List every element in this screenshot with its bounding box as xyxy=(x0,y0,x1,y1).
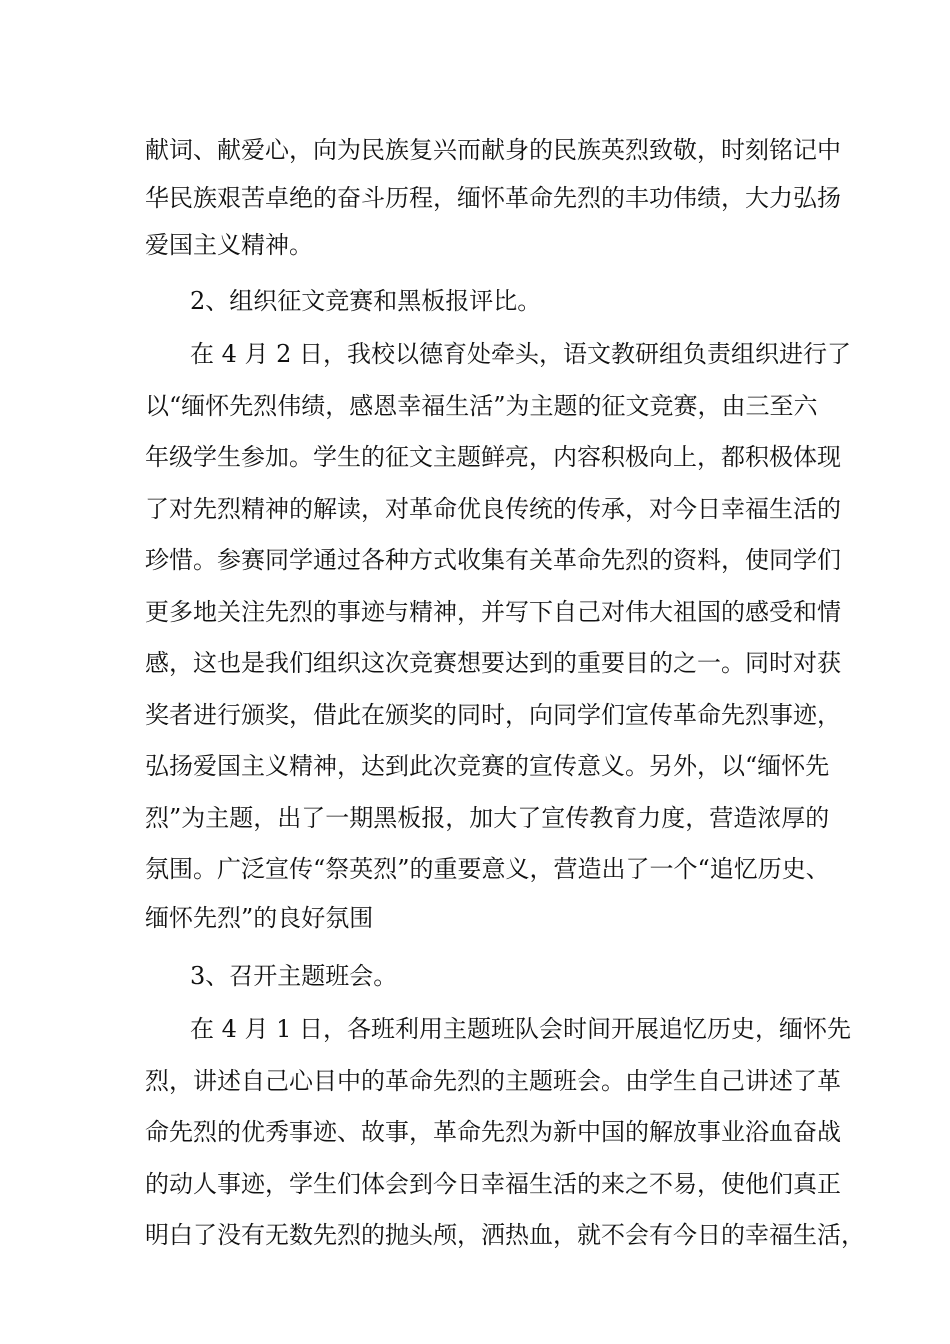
text-line: 华民族艰苦卓绝的奋斗历程，缅怀革命先烈的丰功伟绩，大力弘扬 xyxy=(145,184,841,212)
text-line: 感，这也是我们组织这次竞赛想要达到的重要目的之一。同时对获 xyxy=(145,649,841,677)
text-line: 烈，讲述自己心目中的革命先烈的主题班会。由学生自己讲述了革 xyxy=(145,1067,841,1095)
section-heading: 3、召开主题班会。 xyxy=(190,962,398,990)
text-line: 缅怀先烈”的良好氛围 xyxy=(145,904,374,932)
section-heading: 2、组织征文竞赛和黑板报评比。 xyxy=(190,287,542,315)
text-line: 奖者进行颁奖，借此在颁奖的同时，向同学们宣传革命先烈事迹， xyxy=(145,701,841,729)
text-line: 弘扬爱国主义精神，达到此次竞赛的宣传意义。另外，以“缅怀先 xyxy=(145,752,830,780)
text-line: 氛围。广泛宣传“祭英烈”的重要意义，营造出了一个“追忆历史、 xyxy=(145,855,830,883)
text-line: 烈”为主题，出了一期黑板报，加大了宣传教育力度，营造浓厚的 xyxy=(145,804,830,832)
text-line: 明白了没有无数先烈的抛头颅，洒热血，就不会有今日的幸福生活， xyxy=(145,1221,865,1249)
text-line: 年级学生参加。学生的征文主题鲜亮，内容积极向上，都积极体现 xyxy=(145,443,841,471)
text-line: 珍惜。参赛同学通过各种方式收集有关革命先烈的资料，使同学们 xyxy=(145,546,841,574)
text-line: 的动人事迹，学生们体会到今日幸福生活的来之不易，使他们真正 xyxy=(145,1170,841,1198)
text-line: 命先烈的优秀事迹、故事，革命先烈为新中国的解放事业浴血奋战 xyxy=(145,1118,841,1146)
text-line: 献词、献爱心，向为民族复兴而献身的民族英烈致敬，时刻铭记中 xyxy=(145,136,841,164)
text-line: 在 4 月 1 日，各班利用主题班队会时间开展追忆历史，缅怀先 xyxy=(190,1015,852,1043)
text-line: 在 4 月 2 日，我校以德育处牵头，语文教研组负责组织进行了 xyxy=(190,340,852,368)
text-line: 爱国主义精神。 xyxy=(145,231,313,259)
text-line: 更多地关注先烈的事迹与精神，并写下自己对伟大祖国的感受和情 xyxy=(145,598,841,626)
text-line: 以“缅怀先烈伟绩，感恩幸福生活”为主题的征文竞赛，由三至六 xyxy=(145,392,818,420)
text-line: 了对先烈精神的解读，对革命优良传统的传承，对今日幸福生活的 xyxy=(145,495,841,523)
